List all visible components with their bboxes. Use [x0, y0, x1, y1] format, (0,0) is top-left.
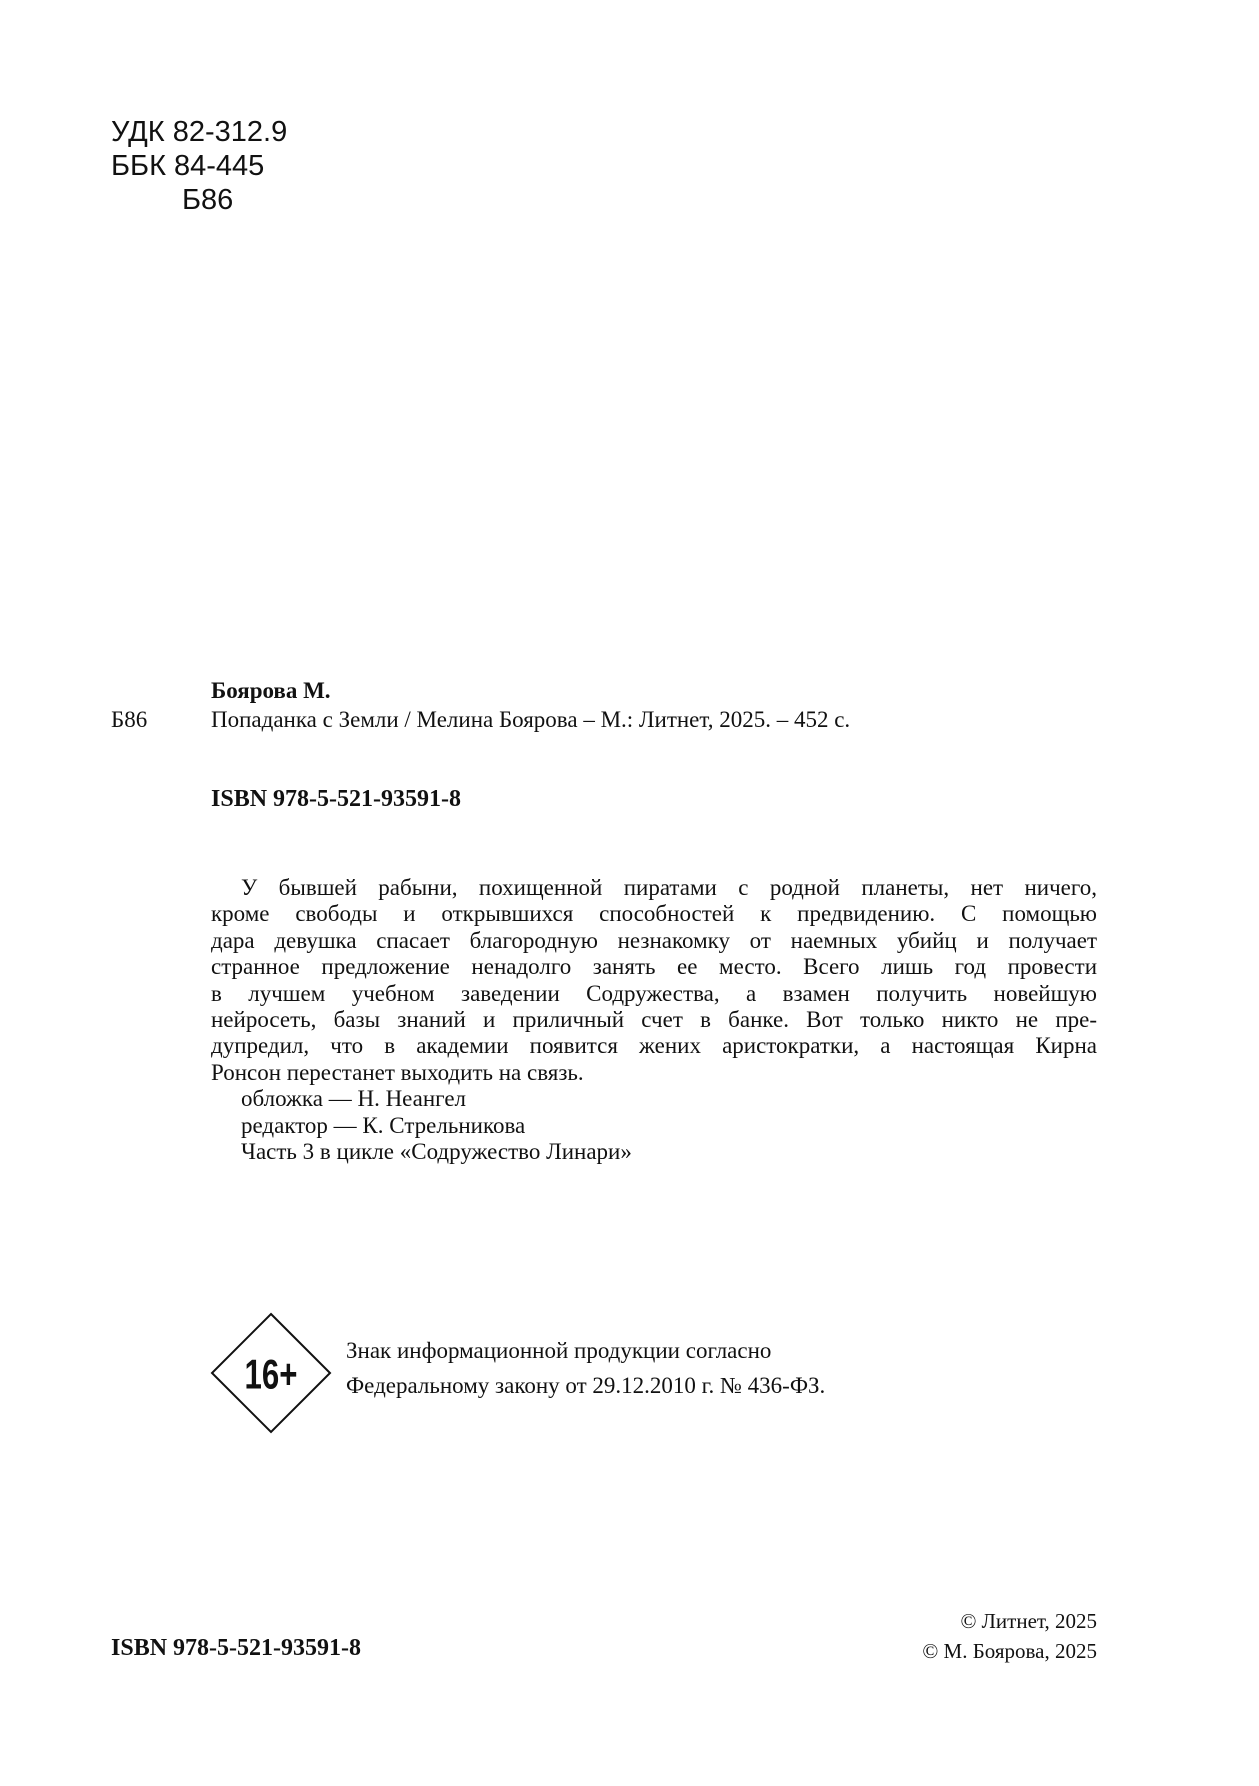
age-rating-note-line: Федеральному закону от 29.12.2010 г. № 436-ФЗ.	[346, 1373, 826, 1398]
annotation	[211, 875, 1097, 1165]
copyright-author: © М. Боярова, 2025	[922, 1639, 1097, 1663]
author-name: Боярова М.	[211, 678, 331, 703]
bibliographic-record: Попаданка с Земли / Мелина Боярова – М.: Литнет, 2025. – 452 с.	[211, 707, 851, 732]
annotation-line: Ронсон перестанет выходить на связь.	[211, 1059, 584, 1085]
author-sign-code-side: Б86	[111, 707, 148, 732]
annotation-line: в лучшем учебном заведении Содружества, а взамен получить новейшую	[211, 980, 1097, 1006]
age-rating-note	[346, 1333, 825, 1403]
udk-code: УДК 82-312.9	[111, 116, 288, 148]
annotation-line: странное предложение ненадолго занять ее место. Всего лишь год провести	[211, 954, 1097, 980]
annotation-line: У бывшей рабыни, похищенной пиратами с родной планеты, нет ничего,	[241, 875, 1097, 900]
copyright-block	[922, 1606, 1097, 1666]
annotation-line: дупредил, что в академии появится жених аристократки, а настоящая Кирна	[211, 1033, 1097, 1059]
author-sign-code: Б86	[182, 184, 234, 216]
isbn: ISBN 978-5-521-93591-8	[211, 786, 461, 812]
credit-series: Часть 3 в цикле «Содружество Линари»	[241, 1138, 632, 1164]
isbn-footer: ISBN 978-5-521-93591-8	[111, 1635, 361, 1661]
annotation-line: дара девушка спасает благородную незнакомку от наемных убийц и получает	[211, 927, 1097, 953]
copyright-publisher: © Литнет, 2025	[960, 1609, 1097, 1633]
age-rating-note-line: Знак информационной продукции согласно	[346, 1338, 772, 1363]
age-rating-label: 16+	[244, 1351, 298, 1398]
annotation-line: кроме свободы и открывшихся способностей к предвидению. С помощью	[211, 901, 1097, 927]
annotation-line: нейросеть, базы знаний и приличный счет в банке. Вот только никто не пре-	[211, 1006, 1097, 1032]
bbk-code: ББК 84-445	[111, 150, 265, 182]
credit-cover: обложка — Н. Неангел	[241, 1086, 467, 1112]
credit-editor: редактор — К. Стрельникова	[241, 1112, 526, 1138]
age-rating-badge	[210, 1312, 332, 1434]
